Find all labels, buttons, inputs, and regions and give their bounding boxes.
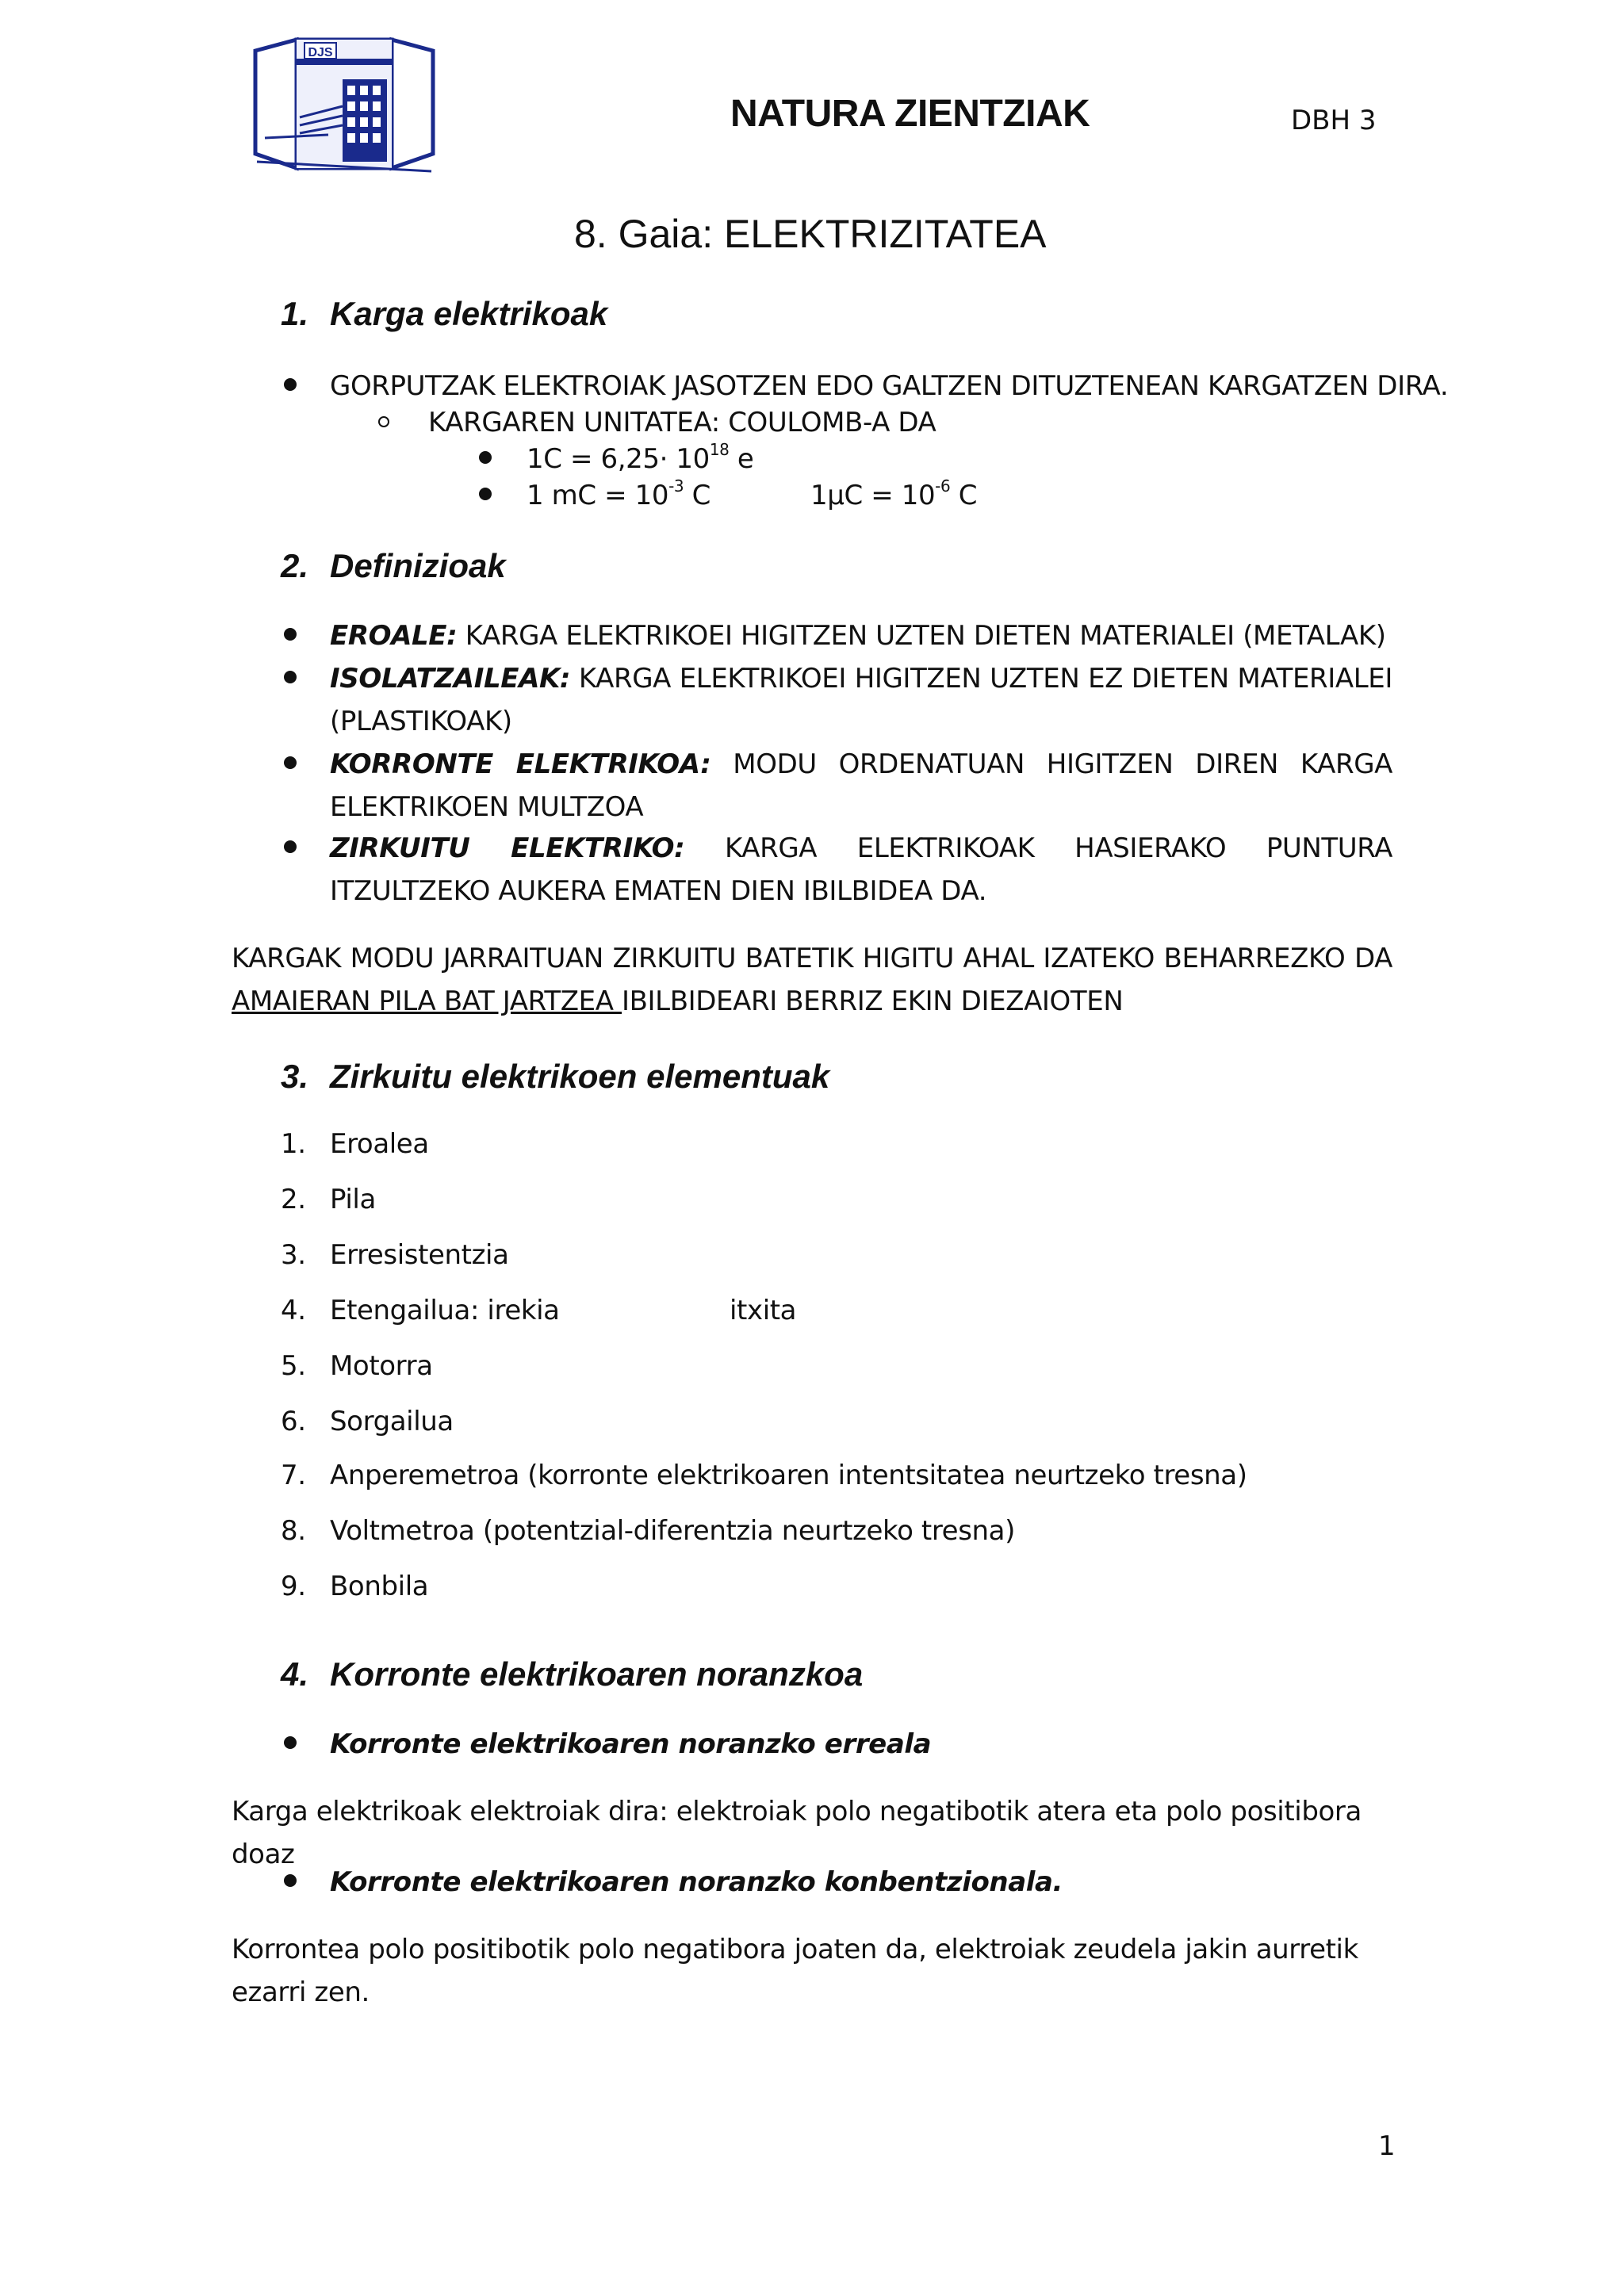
bullet-icon bbox=[284, 756, 297, 769]
subject-title: NATURA ZIENTZIAK bbox=[730, 93, 1090, 135]
charging-statement: GORPUTZAK ELEKTROIAK JASOTZEN EDO GALTZEN DITUZTENEAN KARGATZEN DIRA. bbox=[330, 370, 1449, 402]
microcoulomb-equation: $1\mu C = 10^{-6}$ C bbox=[810, 476, 978, 511]
school-logo bbox=[249, 35, 439, 174]
bullet-icon bbox=[284, 1736, 297, 1749]
list-item: 6. Sorgailua bbox=[281, 1406, 454, 1437]
list-item: 5. Motorra bbox=[281, 1350, 433, 1382]
definition-circuit: ZIRKUITU ELEKTRIKO: KARGA ELEKTRIKOAK HASIERAKO PUNTURA ITZULTZEKO AUKERA EMATEN DIEN IBILBIDEA DA. bbox=[330, 832, 1392, 907]
list-item: 3. Erresistentzia bbox=[281, 1239, 509, 1271]
section-1-heading: 1. Karga elektrikoak bbox=[281, 295, 608, 332]
bullet-icon bbox=[479, 488, 492, 500]
definition-conductor: EROALE: KARGA ELEKTRIKOEI HIGITZEN UZTEN DIETEN MATERIALEI (METALAK) bbox=[330, 620, 1386, 652]
bullet-icon bbox=[284, 840, 297, 853]
bullet-icon bbox=[479, 451, 492, 464]
battery-paragraph: KARGAK MODU JARRAITUAN ZIRKUITU BATETIK HIGITU AHAL IZATEKO BEHARREZKO DA AMAIERAN PILA BAT JARTZEA IBILBIDEARI BERRIZ EKIN DIEZAIOTEN bbox=[232, 943, 1392, 1017]
list-item: 1. Eroalea bbox=[281, 1128, 429, 1160]
section-4-heading: 4. Korronte elektrikoaren noranzkoa bbox=[281, 1655, 864, 1693]
section-2-heading: 2. Definizioak bbox=[281, 547, 506, 584]
real-direction-text: Karga elektrikoak elektroiak dira: elektroiak polo negatibotik atera eta polo positibora doaz bbox=[232, 1796, 1362, 1870]
list-item: 2. Pila bbox=[281, 1184, 376, 1215]
circle-bullet-icon bbox=[378, 416, 389, 427]
conventional-direction-heading: Korronte elektrikoaren noranzko konbentzionala. bbox=[330, 1866, 1063, 1898]
list-item: 4. Etengailua: irekia bbox=[281, 1295, 560, 1326]
bullet-icon bbox=[284, 671, 297, 683]
switch-closed-label: itxita bbox=[730, 1295, 797, 1326]
bullet-icon bbox=[284, 378, 297, 391]
real-direction-heading: Korronte elektrikoaren noranzko erreala bbox=[330, 1728, 932, 1760]
section-3-heading: 3. Zirkuitu elektrikoen elementuak bbox=[281, 1058, 830, 1095]
bullet-icon bbox=[284, 1874, 297, 1887]
unit-title: 8. Gaia: ELEKTRIZITATEA bbox=[574, 212, 1047, 256]
list-item: 8. Voltmetroa (potentzial-diferentzia neurtzeko tresna) bbox=[281, 1515, 1015, 1547]
coulomb-equation: $1C = 6,25\cdot 10^{18}$ e bbox=[527, 439, 754, 475]
logo-lettering: DJS bbox=[308, 46, 333, 59]
definition-insulator: ISOLATZAILEAK: KARGA ELEKTRIKOEI HIGITZEN UZTEN EZ DIETEN MATERIALEI (PLASTIKOAK) bbox=[330, 663, 1392, 737]
conventional-direction-text: Korrontea polo positibotik polo negatibora joaten da, elektroiak zeudela jakin aurretik ezarri zen. bbox=[232, 1934, 1358, 2008]
page-number: 1 bbox=[1378, 2130, 1396, 2162]
charge-unit: KARGAREN UNITATEA: COULOMB-A DA bbox=[428, 407, 936, 438]
list-item: 9. Bonbila bbox=[281, 1571, 429, 1602]
course-code: DBH 3 bbox=[1291, 105, 1377, 136]
definition-current: KORRONTE ELEKTRIKOA: MODU ORDENATUAN HIGITZEN DIREN KARGA ELEKTRIKOEN MULTZOA bbox=[330, 748, 1393, 823]
list-item: 7. Anperemetroa (korronte elektrikoaren intentsitatea neurtzeko tresna) bbox=[281, 1460, 1247, 1491]
millicoulomb-equation: 1 mC = $10^{-3}$ C bbox=[527, 476, 710, 511]
bullet-icon bbox=[284, 628, 297, 641]
